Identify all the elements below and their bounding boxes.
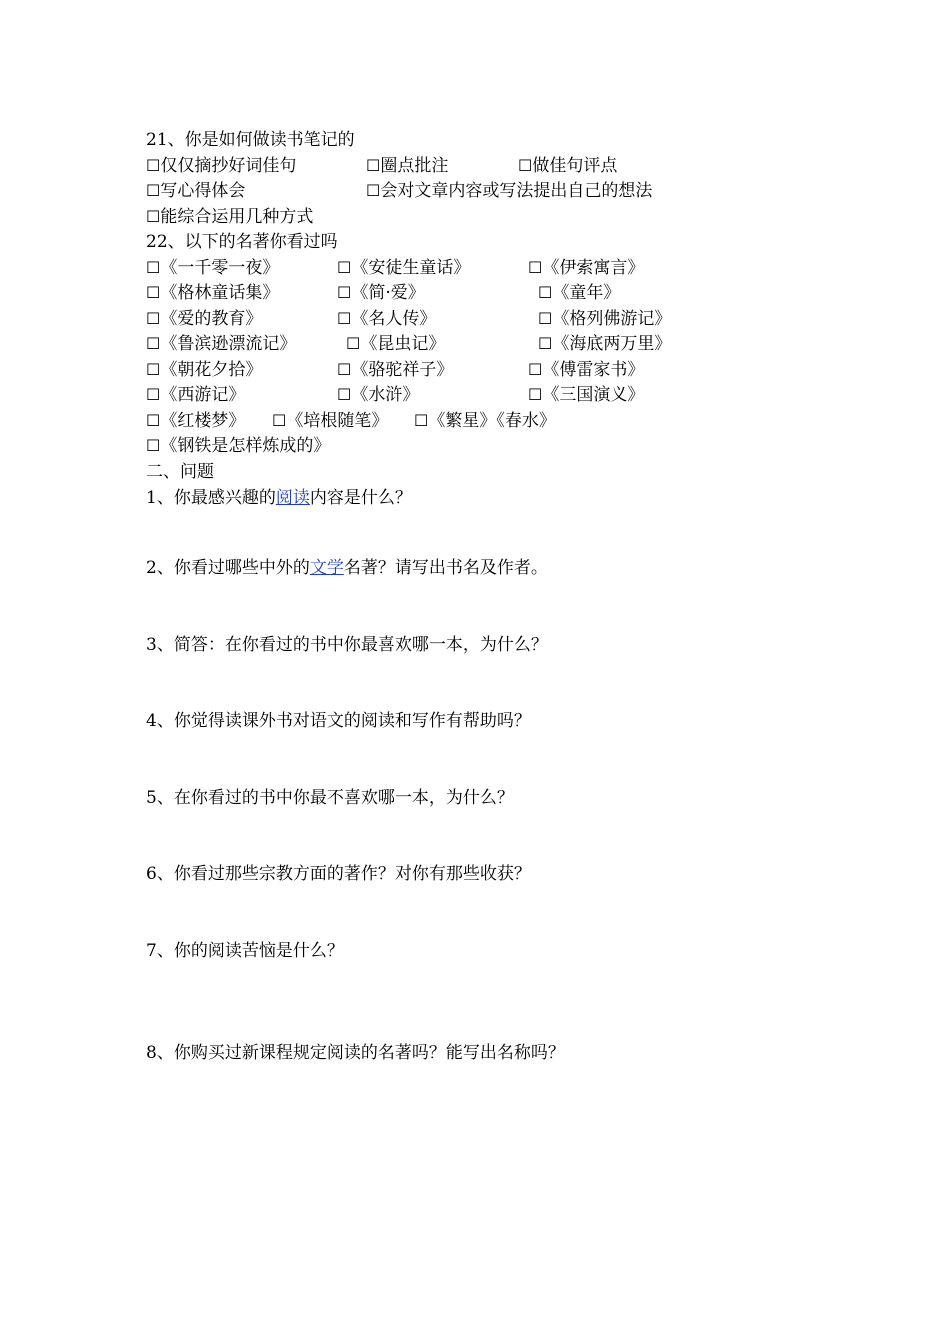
book-option[interactable]: ☐《一千零一夜》 [146,258,280,278]
checkbox-icon[interactable]: ☐ [146,360,161,379]
q21-options-row-1 [0,155,950,177]
q22-books-row [0,333,950,355]
checkbox-icon[interactable]: ☐ [146,283,161,302]
checkbox-icon[interactable]: ☐ [528,360,543,379]
checkbox-icon[interactable]: ☐ [538,334,553,353]
book-option[interactable]: ☐《童年》 [538,283,621,303]
q22-books-row [0,410,950,432]
book-option[interactable]: ☐《鲁滨逊漂流记》 [146,334,297,354]
checkbox-icon[interactable]: ☐ [337,385,352,404]
question-2: 2、你看过哪些中外的文学名著？请写出书名及作者。 [146,558,548,578]
question-7: 7、你的阅读苦恼是什么？ [146,941,344,961]
q22-books-row [0,384,950,406]
checkbox-icon[interactable]: ☐ [337,309,352,328]
checkbox-icon[interactable]: ☐ [337,258,352,277]
question-4: 4、你觉得读课外书对语文的阅读和写作有帮助吗？ [146,711,531,731]
book-option[interactable]: ☐《培根随笔》 [272,411,389,431]
question-1: 1、你最感兴趣的阅读内容是什么？ [146,488,412,508]
book-option[interactable]: ☐《骆驼祥子》 [337,360,454,380]
book-option[interactable]: ☐《简·爱》 [337,283,425,303]
checkbox-icon[interactable]: ☐ [366,156,381,175]
question-6: 6、你看过那些宗教方面的著作？对你有那些收获？ [146,864,531,884]
q21-option[interactable]: ☐仅仅摘抄好词佳句 [146,156,297,176]
book-option[interactable]: ☐《繁星》《春水》 [414,411,556,431]
book-option[interactable]: ☐《西游记》 [146,385,246,405]
checkbox-icon[interactable]: ☐ [146,156,161,175]
checkbox-icon[interactable]: ☐ [146,334,161,353]
checkbox-icon[interactable]: ☐ [146,436,161,455]
q22-books-row [0,359,950,381]
checkbox-icon[interactable]: ☐ [538,309,553,328]
book-option[interactable]: ☐《格林童话集》 [146,283,280,303]
book-option[interactable]: ☐《名人传》 [337,309,437,329]
book-option[interactable]: ☐《钢铁是怎样炼成的》 [146,436,331,456]
book-option[interactable]: ☐《红楼梦》 [146,411,246,431]
checkbox-icon[interactable]: ☐ [146,181,161,200]
section-heading: 二、问题 [146,462,214,482]
q21-title: 21、你是如何做读书笔记的 [146,130,355,150]
question-5: 5、在你看过的书中你最不喜欢哪一本，为什么？ [146,788,514,808]
q22-books-row [0,308,950,330]
checkbox-icon[interactable]: ☐ [414,411,429,430]
q21-option[interactable]: ☐写心得体会 [146,181,246,201]
book-option[interactable]: ☐《傅雷家书》 [528,360,645,380]
question-3: 3、简答：在你看过的书中你最喜欢哪一本，为什么？ [146,635,548,655]
checkbox-icon[interactable]: ☐ [528,258,543,277]
reading-link[interactable]: 阅读 [275,488,310,508]
book-option[interactable]: ☐《朝花夕拾》 [146,360,263,380]
question-8: 8、你购买过新课程规定阅读的名著吗？能写出名称吗？ [146,1043,565,1063]
book-option[interactable]: ☐《三国演义》 [528,385,645,405]
q21-option[interactable]: ☐能综合运用几种方式 [146,207,314,227]
q22-books-row [0,282,950,304]
q21-option[interactable]: ☐会对文章内容或写法提出自己的想法 [366,181,653,201]
checkbox-icon[interactable]: ☐ [337,360,352,379]
q21-options-row-2 [0,180,950,202]
book-option[interactable]: ☐《海底两万里》 [538,334,672,354]
checkbox-icon[interactable]: ☐ [366,181,381,200]
checkbox-icon[interactable]: ☐ [538,283,553,302]
literature-link[interactable]: 文学 [309,558,344,578]
q22-books-row [0,257,950,279]
q22-title: 22、以下的名著你看过吗 [146,232,338,252]
checkbox-icon[interactable]: ☐ [146,258,161,277]
book-option[interactable]: ☐《安徒生童话》 [337,258,471,278]
checkbox-icon[interactable]: ☐ [337,283,352,302]
checkbox-icon[interactable]: ☐ [528,385,543,404]
q22-books-row [0,435,950,457]
checkbox-icon[interactable]: ☐ [146,411,161,430]
book-option[interactable]: ☐《格列佛游记》 [538,309,672,329]
checkbox-icon[interactable]: ☐ [518,156,533,175]
book-option[interactable]: ☐《伊索寓言》 [528,258,645,278]
q21-option[interactable]: ☐圈点批注 [366,156,449,176]
book-option[interactable]: ☐《昆虫记》 [346,334,446,354]
q21-option[interactable]: ☐做佳句评点 [518,156,618,176]
checkbox-icon[interactable]: ☐ [146,385,161,404]
checkbox-icon[interactable]: ☐ [146,207,161,226]
book-option[interactable]: ☐《爱的教育》 [146,309,263,329]
checkbox-icon[interactable]: ☐ [146,309,161,328]
checkbox-icon[interactable]: ☐ [272,411,287,430]
q21-options-row-3 [0,206,950,228]
checkbox-icon[interactable]: ☐ [346,334,361,353]
book-option[interactable]: ☐《水浒》 [337,385,420,405]
